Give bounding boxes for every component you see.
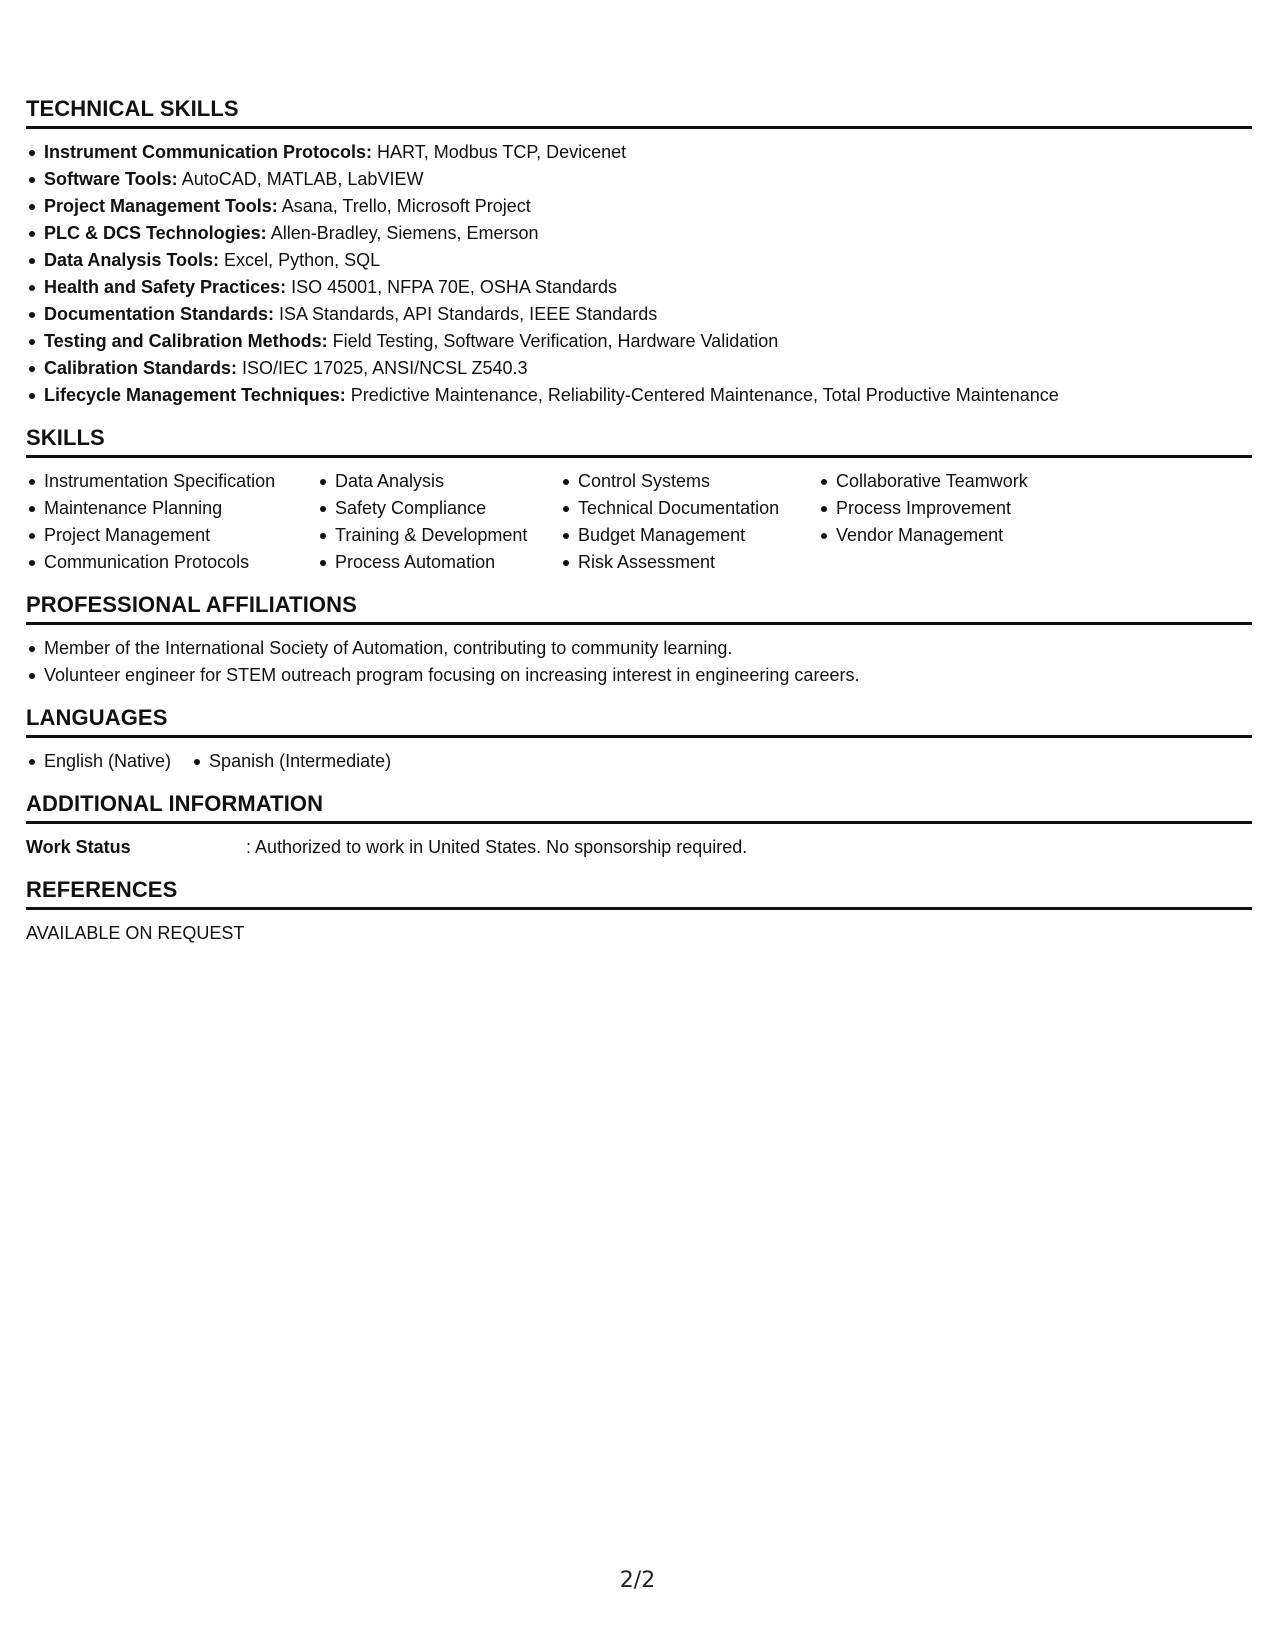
skill-item: Collaborative Teamwork [818,468,1078,495]
skills-column [26,468,317,576]
language-item: English (Native) [26,748,171,775]
technical-skill-item [26,274,1252,301]
skill-item: Risk Assessment [560,549,818,576]
resume-page [26,96,1252,963]
technical-skill-item [26,247,1252,274]
technical-skill-value: Excel, Python, SQL [219,250,381,270]
technical-skill-key: Testing and Calibration Methods: [44,331,328,351]
affiliations-list [26,635,1252,689]
section-divider [26,735,1252,738]
technical-skill-key: Software Tools: [44,169,178,189]
technical-skill-key: Documentation Standards: [44,304,275,324]
technical-skill-value: ISA Standards, API Standards, IEEE Standards [274,304,658,324]
section-divider [26,907,1252,910]
technical-skills-heading: TECHNICAL SKILLS [26,96,239,121]
skills-column [317,468,560,576]
technical-skill-item [26,355,1252,382]
skill-item: Instrumentation Specification [26,468,317,495]
technical-skill-key: Lifecycle Management Techniques: [44,385,346,405]
references-section [26,877,1252,947]
skill-item: Process Improvement [818,495,1078,522]
skill-item: Communication Protocols [26,549,317,576]
skills-heading: SKILLS [26,425,105,450]
skill-item: Budget Management [560,522,818,549]
affiliations-section [26,592,1252,689]
skills-grid [26,468,1252,576]
skill-item: Vendor Management [818,522,1078,549]
skill-item: Training & Development [317,522,560,549]
technical-skill-key: PLC & DCS Technologies: [44,223,267,243]
affiliations-heading: PROFESSIONAL AFFILIATIONS [26,592,357,617]
technical-skill-item [26,193,1252,220]
technical-skill-item [26,139,1252,166]
skill-item: Data Analysis [317,468,560,495]
skill-item: Maintenance Planning [26,495,317,522]
technical-skill-key: Health and Safety Practices: [44,277,287,297]
skill-item: Safety Compliance [317,495,560,522]
technical-skill-value: HART, Modbus TCP, Devicenet [372,142,627,162]
technical-skills-section [26,96,1252,409]
technical-skill-value: ISO 45001, NFPA 70E, OSHA Standards [286,277,617,297]
references-heading: REFERENCES [26,877,178,902]
technical-skill-value: AutoCAD, MATLAB, LabVIEW [177,169,424,189]
technical-skill-value: Allen-Bradley, Siemens, Emerson [266,223,539,243]
section-divider [26,126,1252,129]
additional-info-heading: ADDITIONAL INFORMATION [26,791,324,816]
skill-item: Process Automation [317,549,560,576]
references-text: AVAILABLE ON REQUEST [26,923,245,943]
section-divider [26,455,1252,458]
language-item: Spanish (Intermediate) [191,748,391,775]
work-status-row [26,834,1252,861]
skills-column [560,468,818,576]
additional-info-section [26,791,1252,861]
technical-skills-list [26,139,1252,409]
technical-skill-value: ISO/IEC 17025, ANSI/NCSL Z540.3 [237,358,528,378]
languages-section [26,705,1252,775]
skills-section [26,425,1252,576]
skill-item: Technical Documentation [560,495,818,522]
technical-skill-key: Project Management Tools: [44,196,278,216]
technical-skill-key: Calibration Standards: [44,358,238,378]
work-status-value: : Authorized to work in United States. No sponsorship required. [246,837,748,857]
technical-skill-value: Field Testing, Software Verification, Hardware Validation [327,331,779,351]
work-status-label: Work Status [26,837,131,857]
section-divider [26,622,1252,625]
skill-item: Project Management [26,522,317,549]
languages-list [26,748,1252,775]
languages-heading: LANGUAGES [26,705,168,730]
affiliation-item: Volunteer engineer for STEM outreach program focusing on increasing interest in engineering careers. [26,662,1252,689]
affiliation-item: Member of the International Society of Automation, contributing to community learning. [26,635,1252,662]
technical-skill-value: Asana, Trello, Microsoft Project [277,196,531,216]
technical-skill-key: Instrument Communication Protocols: [44,142,373,162]
technical-skill-item [26,301,1252,328]
technical-skill-value: Predictive Maintenance, Reliability-Centered Maintenance, Total Productive Maintenance [345,385,1059,405]
page-number: 2/2 [619,1568,656,1593]
technical-skill-item [26,382,1252,409]
technical-skill-item [26,166,1252,193]
section-divider [26,821,1252,824]
technical-skill-key: Data Analysis Tools: [44,250,220,270]
technical-skill-item [26,220,1252,247]
skills-column [818,468,1078,576]
technical-skill-item [26,328,1252,355]
skill-item: Control Systems [560,468,818,495]
